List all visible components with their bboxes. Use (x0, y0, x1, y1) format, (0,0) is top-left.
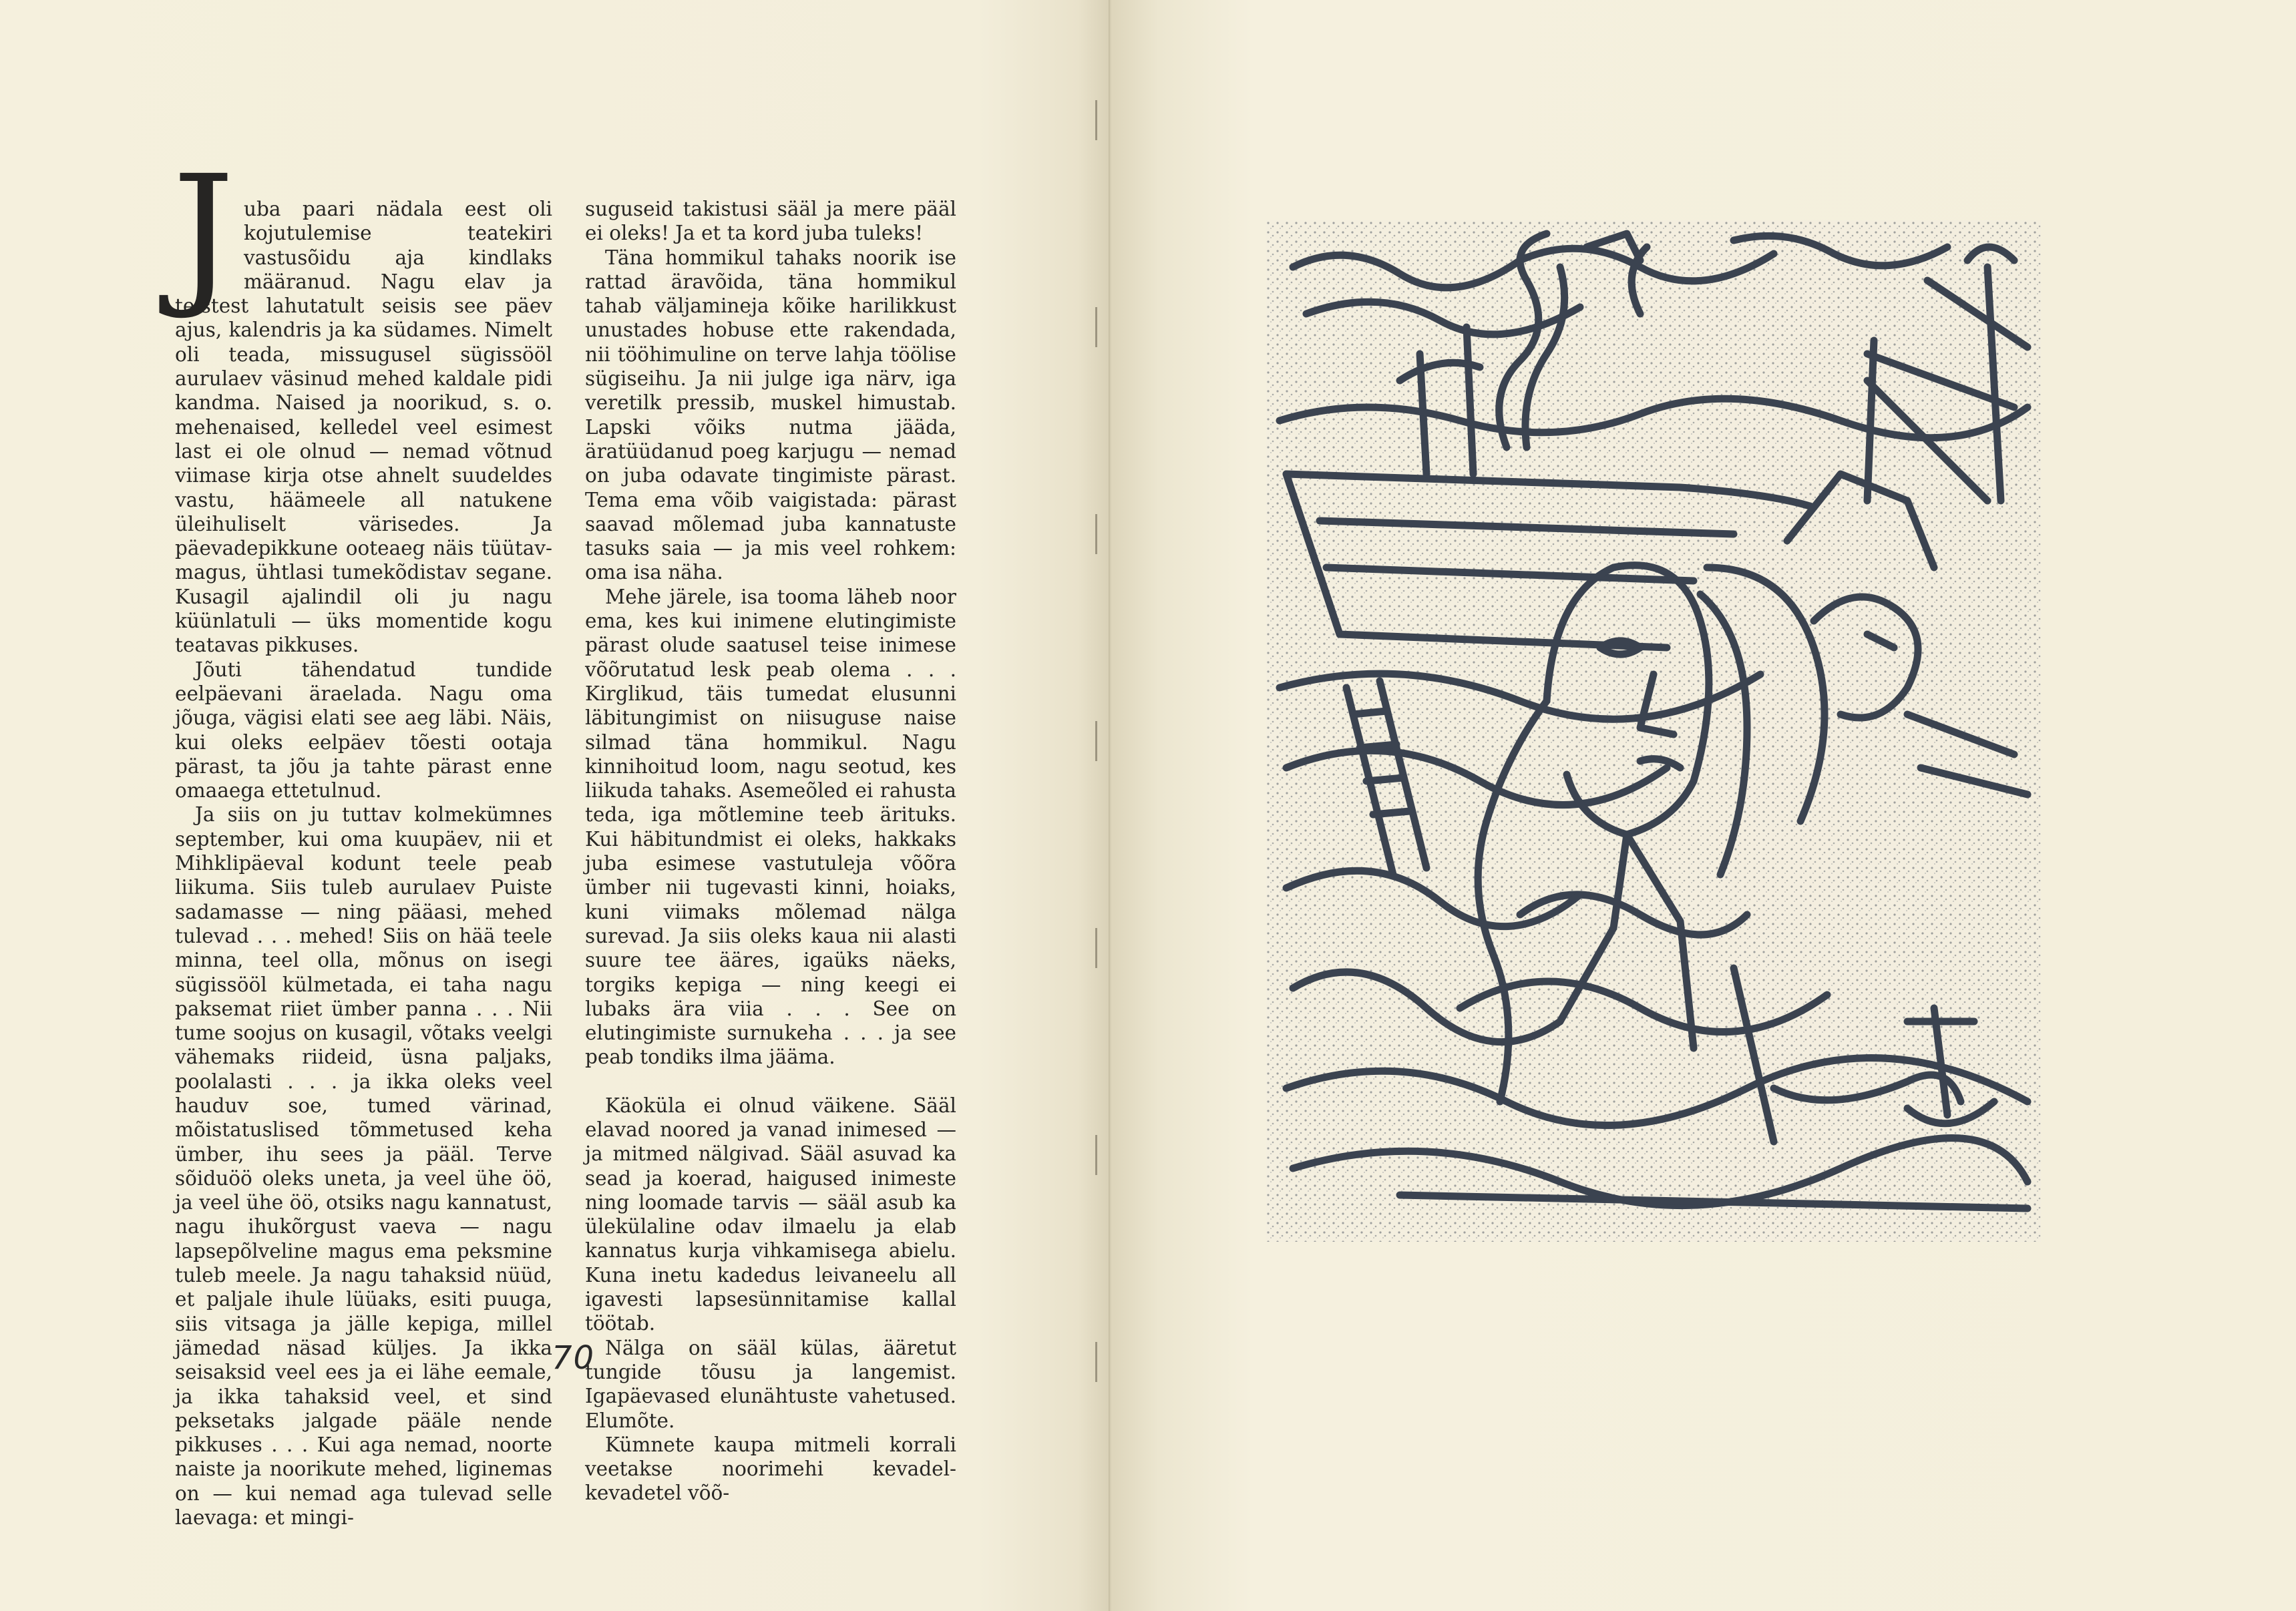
binding-stitch (1095, 307, 1097, 347)
paragraph: Mehe järele, isa tooma läheb noor ema, kes kui inimene elutingimiste pärast olude saatusel teise inimese võõrutatud lesk peab olema . . . Kirglikud, täis tumedat elusunni läbitungimist on niisuguse naise silmad täna hommikul. Nagu kinnihoitud loom, nagu seotud, kes liikuda tahaks. Asemeõled ei rahusta teda, iga mõtlemine teeb ärituks. Kui häbitundmist ei oleks, hakkaks juba esimese vastutuleja võõra ümber nii tugevasti kinni, hoiaks, kuni viimaks mõlemad nälga surevad. Ja siis oleks kaua nii alasti suure tee ääres, igaüks näeks, torgiks kepiga — ning keegi ei lubaks ära viia . . . See on elutingimiste surnukeha . . . ja see peab tondiks ilma jääma. (585, 585, 956, 1069)
binding-stitch (1095, 514, 1097, 554)
paragraph: Jõuti tähendatud tundide eelpäevani äraelada. Nagu oma jõuga, vägisi elati see aeg läbi. Näis, kui oleks eelpäev tõesti ootaja pärast, ta jõu ja tahte pärast enne omaaega ettetulnud. (175, 658, 552, 802)
paragraph: Nälga on sääl külas, ääretut tungide tõusu ja langemist. Igapäevased elunähtuste vahetused. Elumõte. (585, 1336, 956, 1432)
binding-stitch (1095, 1342, 1097, 1382)
paragraph: suguseid takistusi sääl ja mere pääl ei oleks! Ja et ta kord juba tuleks! (585, 198, 956, 245)
page-number: 70 (552, 1339, 596, 1377)
first-paragraph (172, 142, 552, 658)
binding-stitch (1095, 100, 1097, 140)
binding-stitch (1095, 928, 1097, 968)
paragraph: Kümnete kaupa mitmeli korrali veetakse noorimehi kevadel-kevadetel võõ- (585, 1433, 956, 1505)
paragraph: Täna hommikul tahaks noorik ise rattad äravõida, täna hommikul tahab väljamineja kõike harilikkust unustades hobuse ette rakendada, nii tööhimuline on terve lahja töölise sügiseihu. Ja nii julge iga närv, iga veretilk pressib, muskel himustab. Lapski võiks nutma jääda, äratüüdanud poeg karjugu — nemad on juba odavate tingimiste pärast. Tema ema võib vaigistada: pärast saavad mõlemad juba kannatuste tasuks saia — ja mis veel rohkem: oma isa näha. (585, 246, 956, 584)
book-gutter (1109, 0, 1111, 1611)
drop-cap: J (172, 142, 235, 322)
paragraph: Käoküla ei olnud väikene. Sääl elavad noored ja vanad inimesed — ja mitmed nälgivad. Sääl asuvad ka sead ja koerad, haigused inimeste ning loomade tarvis — sääl asub ka ülekülaline odav ilmaelu ja elab kannatus kurja vihkamisega abielu. Kuna inetu kadedus leivaneelu all igavesti lapsesünnitamise kallal töötab. (585, 1094, 956, 1335)
paragraph: uba paari nädala eest oli kojutulemise teatekiri vastusõidu aja kindlaks määranud. Nagu elav ja teistest lahutatult seisis see päev ajus, kalendris ja ka südames. Nimelt oli teada, missugusel sügissööl aurulaev väsinud mehed kaldale pidi kandma. Naised ja noorikud, s. o. mehenaised, kelledel veel esimest last ei ole olnud — nemad võtnud viimase kirja otse ahnelt suudeldes vastu, häämeele all natukene üleihuliselt värisedes. Ja päevadepikkune ooteaeg näis tüütav-magus, ühtlasi tumekõdistav segane. Kusagil ajalindil oli ju nagu küünlatuli — üks momentide kogu teatavas pikkuses. (175, 198, 552, 657)
binding-stitch (1095, 721, 1097, 761)
text-column-1 (172, 142, 552, 1530)
paragraph: Ja siis on ju tuttav kolmekümnes september, kui oma kuupäev, nii et Mihklipäeval kodunt teele peab liikuma. Siis tuleb aurulaev Puiste sadamasse — ning pääasi, mehed tulevad . . . mehed! Siis on hää teele minna, teel olla, mõnus on isegi sügissööl külmetada, ei taha nagu paksemat riiet ümber panna . . . Nii tume soojus on kusagil, võtaks veelgi vähemaks riideid, üsna paljaks, poolalasti . . . ja ikka oleks veel hauduv soe, tumed värinad, mõistatuslised tõmmetused keha ümber, ihu sees ja pääl. Terve sõiduöö oleks uneta, ja veel ühe öö, ja veel ühe öö, otsiks nagu kannatust, nagu ihukõrgust vaeva — nagu lapsepõlveline magus ema peksmine tuleb meele. Ja nagu tahaksid nüüd, et paljale ihule lüüaks, esiti puuga, siis vitsaga ja jälle kepiga, millel jämedad näsad küljes. Ja ikka seisaksid veel ees ja ei lähe eemale, ja ikka tahaksid veel, et sind peksetaks jalgade pääle nende pikkuses . . . Kui aga nemad, noorte naiste ja noorikute mehed, liginemas on — kui nemad aga tulevad selle laevaga: et mingi- (175, 803, 552, 1530)
text-column-2 (585, 197, 956, 1506)
section-gap (585, 1070, 956, 1094)
left-page (0, 0, 1111, 1611)
binding-stitch (1095, 1135, 1097, 1175)
woodcut-illustration (1266, 220, 2041, 1242)
